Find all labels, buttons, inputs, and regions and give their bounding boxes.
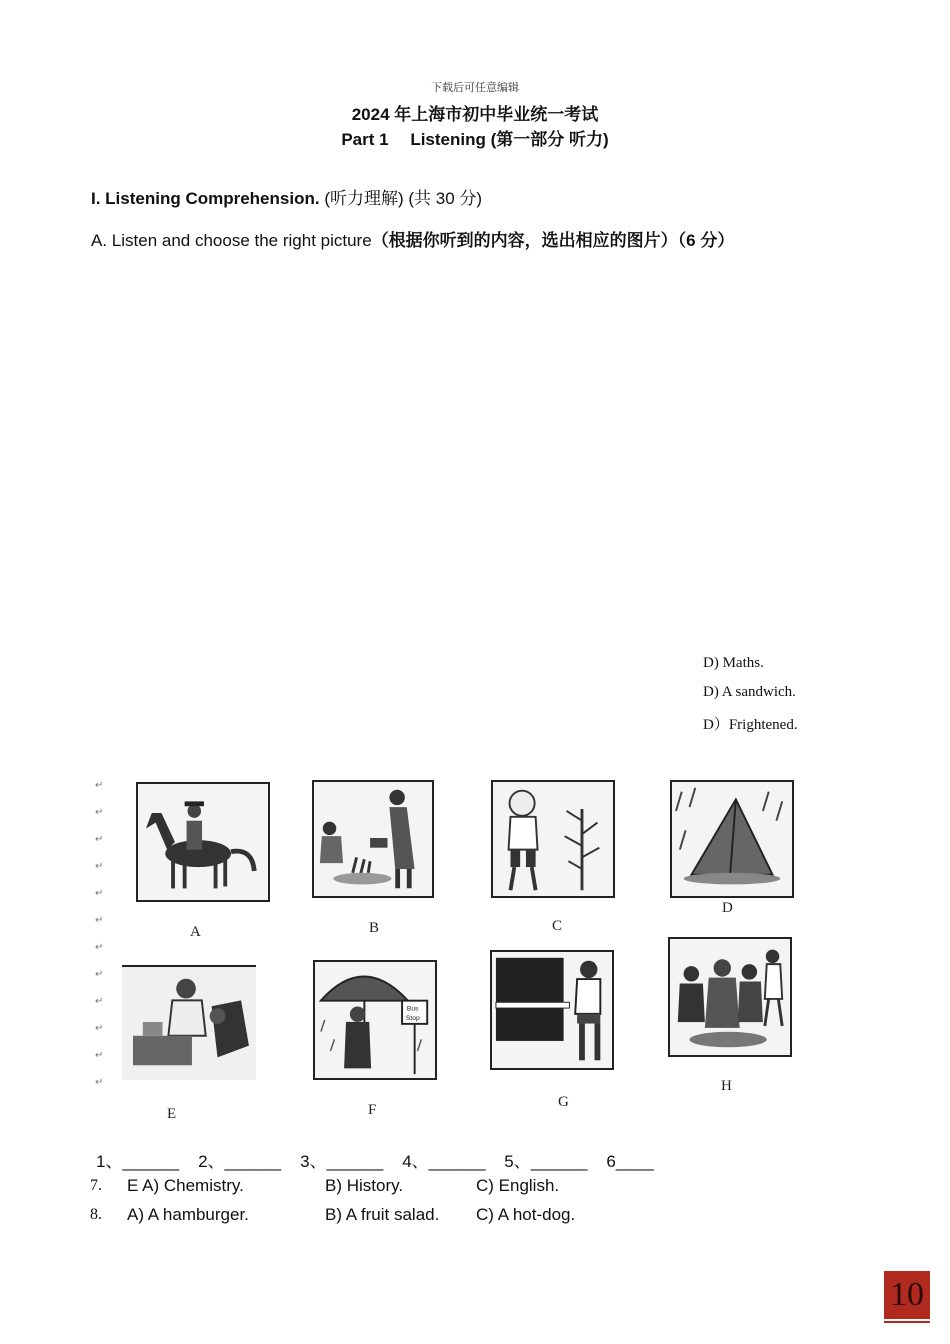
picture-label-e: E	[167, 1106, 177, 1122]
picture-label-h: H	[721, 1078, 732, 1094]
answer-blanks: 1、______ 2、______ 3、______ 4、______ 5、______ 6____	[96, 1152, 654, 1171]
return-mark: ↵	[95, 780, 104, 791]
bus-stop-sign-line1: Bus	[406, 1005, 419, 1013]
question-option-a: E A) Chemistry.	[127, 1176, 244, 1195]
question-option-a: A) A hamburger.	[127, 1205, 249, 1224]
piano-player-icon	[490, 950, 614, 1070]
boy-planting-tree-icon	[491, 780, 615, 898]
return-mark: ↵	[95, 807, 104, 818]
return-mark: ↵	[95, 969, 104, 980]
stray-option: D) Maths.	[703, 655, 764, 671]
return-mark: ↵	[95, 942, 104, 953]
picture-label-d: D	[722, 900, 733, 916]
return-mark: ↵	[95, 1077, 104, 1088]
page-number-underline	[884, 1321, 930, 1323]
section-label: I. Listening Comprehension.	[91, 189, 320, 208]
picture-label-c: C	[552, 918, 563, 934]
section-a-instruction	[91, 226, 734, 251]
umbrella-bus-stop-icon	[313, 960, 437, 1080]
picture-label-f: F	[368, 1102, 377, 1118]
return-mark: ↵	[95, 834, 104, 845]
exam-title: 2024 年上海市初中毕业统一考试	[351, 105, 599, 124]
watering-plants-icon	[312, 780, 434, 898]
tent-in-rain-icon	[670, 780, 794, 898]
bus-stop-sign-line2: Stop	[405, 1015, 420, 1022]
part-title: Part 1 Listening (第一部分 听力)	[341, 130, 609, 149]
return-mark: ↵	[95, 888, 104, 899]
section-a-label-cn: （根据你听到的内容，选出相应的图片）（6 分）	[371, 231, 735, 250]
question-number: 7.	[90, 1177, 102, 1194]
header-note: 下载后可任意编辑	[431, 82, 519, 94]
picture-label-a: A	[190, 924, 201, 940]
stray-option: D) A sandwich.	[703, 684, 796, 700]
section-label-cn: (听力理解) (共 30 分)	[324, 189, 483, 208]
campfire-group-icon	[668, 937, 792, 1057]
question-option-b: B) History.	[325, 1176, 404, 1195]
question-option-c: C) English.	[476, 1176, 560, 1195]
picture-label-b: B	[369, 920, 380, 936]
question-number: 8.	[90, 1206, 102, 1223]
page-number-badge: 10	[884, 1271, 930, 1319]
dentist-icon	[122, 965, 256, 1080]
return-mark: ↵	[95, 996, 104, 1007]
return-mark: ↵	[95, 1023, 104, 1034]
return-mark: ↵	[95, 1050, 104, 1061]
section-heading-listening	[91, 184, 482, 209]
return-mark: ↵	[95, 861, 104, 872]
question-option-c: C) A hot-dog.	[476, 1205, 576, 1224]
section-a-label: A. Listen and choose the right picture	[91, 231, 372, 250]
stray-option: D）Frightened.	[703, 717, 798, 733]
return-mark: ↵	[95, 915, 104, 926]
horse-rider-icon	[136, 782, 270, 902]
picture-label-g: G	[558, 1094, 569, 1110]
question-option-b: B) A fruit salad.	[325, 1205, 440, 1224]
